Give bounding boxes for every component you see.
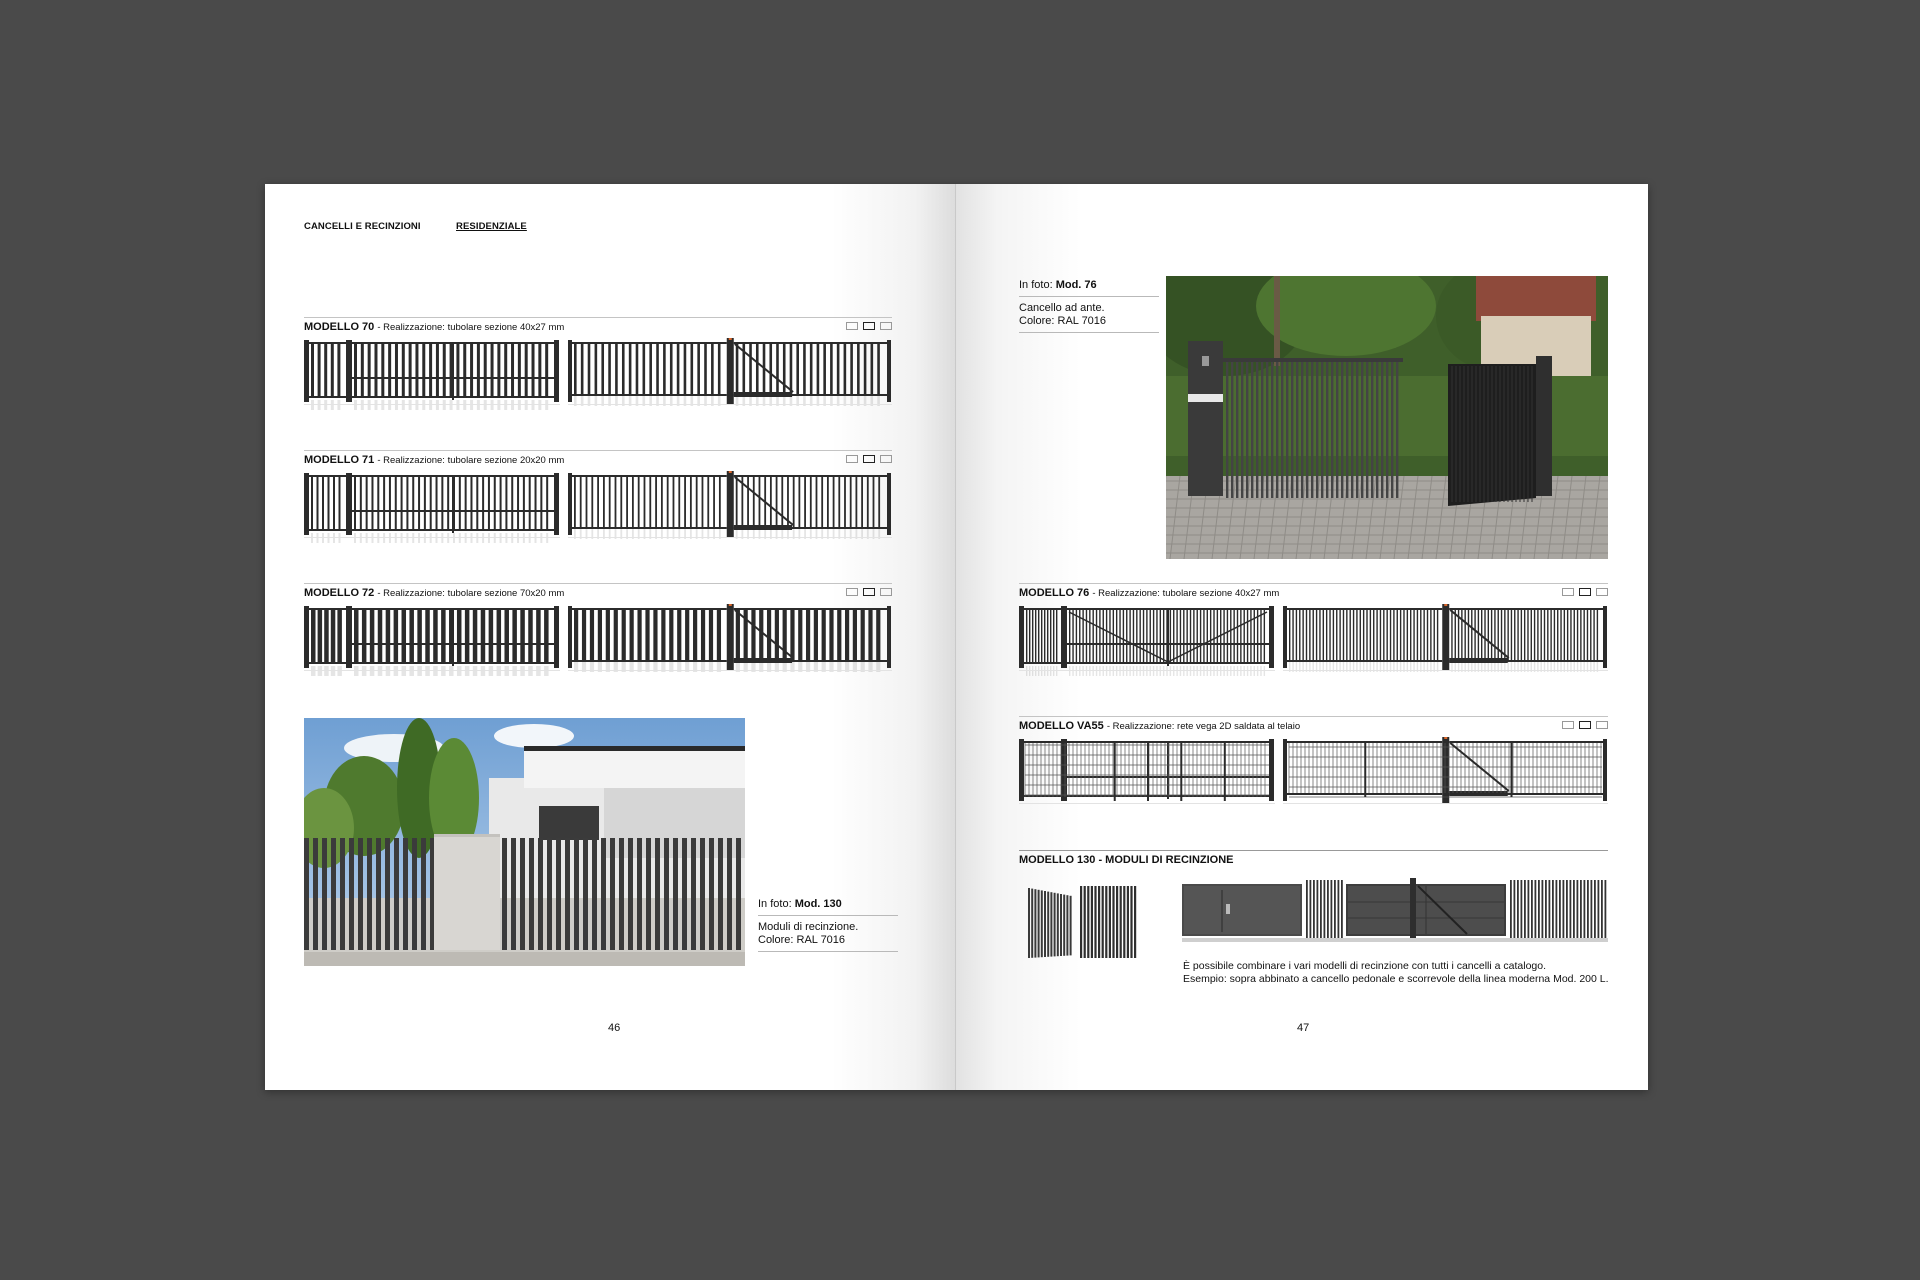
model-spec: - Realizzazione: tubolare sezione 20x20 mm (377, 455, 565, 466)
model-72 (304, 583, 892, 688)
model-spec: - Realizzazione: rete vega 2D saldata al telaio (1106, 721, 1301, 732)
catalog-spread (265, 184, 1648, 1090)
model-name: MODELLO VA55 (1019, 720, 1104, 732)
swing-gate-illustration (1019, 737, 1275, 821)
fence-photo-mod130 (304, 718, 745, 966)
sliding-gate-illustration (568, 471, 892, 555)
swing-gate-illustration (304, 604, 560, 688)
caption-model: Mod. 130 (794, 898, 842, 910)
model-name: MODELLO 76 (1019, 587, 1090, 599)
model-70 (304, 317, 892, 422)
right-page (956, 184, 1648, 1090)
caption-model: Mod. 76 (1055, 279, 1097, 291)
gate-drawings (304, 338, 892, 422)
model-va55 (1019, 716, 1608, 821)
sliding-gate-illustration (568, 338, 892, 422)
model-spec: - Realizzazione: tubolare sezione 40x27 mm (1092, 588, 1280, 599)
caption-prefix: In foto: (758, 898, 792, 910)
left-page (265, 184, 956, 1090)
gate-photo-mod76 (1166, 276, 1608, 559)
view-toggle-icons[interactable] (846, 322, 892, 330)
fence-module-3d-illustration (1026, 884, 1144, 964)
running-header-brand: CANCELLI E RECINZIONI (304, 221, 421, 232)
sliding-gate-illustration (1283, 604, 1608, 688)
view-toggle-icons[interactable] (1562, 721, 1608, 729)
view-toggle-icons[interactable] (846, 588, 892, 596)
caption-line1: Cancello ad ante. (1019, 302, 1105, 314)
model-130-fence-modules (1019, 850, 1608, 869)
model-name: MODELLO 130 - MODULI DI RECINZIONE (1019, 854, 1234, 866)
fence-combination-illustration (1182, 876, 1608, 944)
model-spec: - Realizzazione: tubolare sezione 40x27 mm (377, 322, 565, 333)
caption-line2: Colore: RAL 7016 (1019, 315, 1107, 327)
gate-drawings (1019, 737, 1608, 821)
note-line-2: Esempio: sopra abbinato a cancello pedonale e scorrevole della linea moderna Mod. 200 L. (1183, 973, 1609, 985)
caption-prefix: In foto: (1019, 279, 1053, 291)
model-spec: - Realizzazione: tubolare sezione 70x20 mm (377, 588, 565, 599)
view-toggle-icons[interactable] (846, 455, 892, 463)
page-number: 47 (1297, 1022, 1310, 1034)
gate-drawings (304, 604, 892, 688)
photo-caption-mod76 (1019, 279, 1159, 338)
model-name: MODELLO 72 (304, 587, 375, 599)
swing-gate-illustration (304, 471, 560, 555)
caption-line1: Moduli di recinzione. (758, 921, 859, 933)
photo-caption-mod130 (758, 898, 898, 957)
running-header-section[interactable]: RESIDENZIALE (456, 221, 527, 232)
view-toggle-icons[interactable] (1562, 588, 1608, 596)
page-number: 46 (608, 1022, 621, 1034)
gate-drawings (1019, 604, 1608, 688)
model-name: MODELLO 71 (304, 454, 375, 466)
model-76 (1019, 583, 1608, 688)
caption-line2: Colore: RAL 7016 (758, 934, 846, 946)
note-line-1: È possibile combinare i vari modelli di recinzione con tutti i cancelli a catalogo. (1183, 960, 1547, 972)
sliding-gate-illustration (1283, 737, 1608, 821)
gate-drawings (304, 471, 892, 555)
model-71 (304, 450, 892, 555)
swing-gate-illustration (1019, 604, 1275, 688)
sliding-gate-illustration (568, 604, 892, 688)
model-name: MODELLO 70 (304, 321, 375, 333)
fence-combination-note (1183, 960, 1613, 986)
swing-gate-illustration (304, 338, 560, 422)
